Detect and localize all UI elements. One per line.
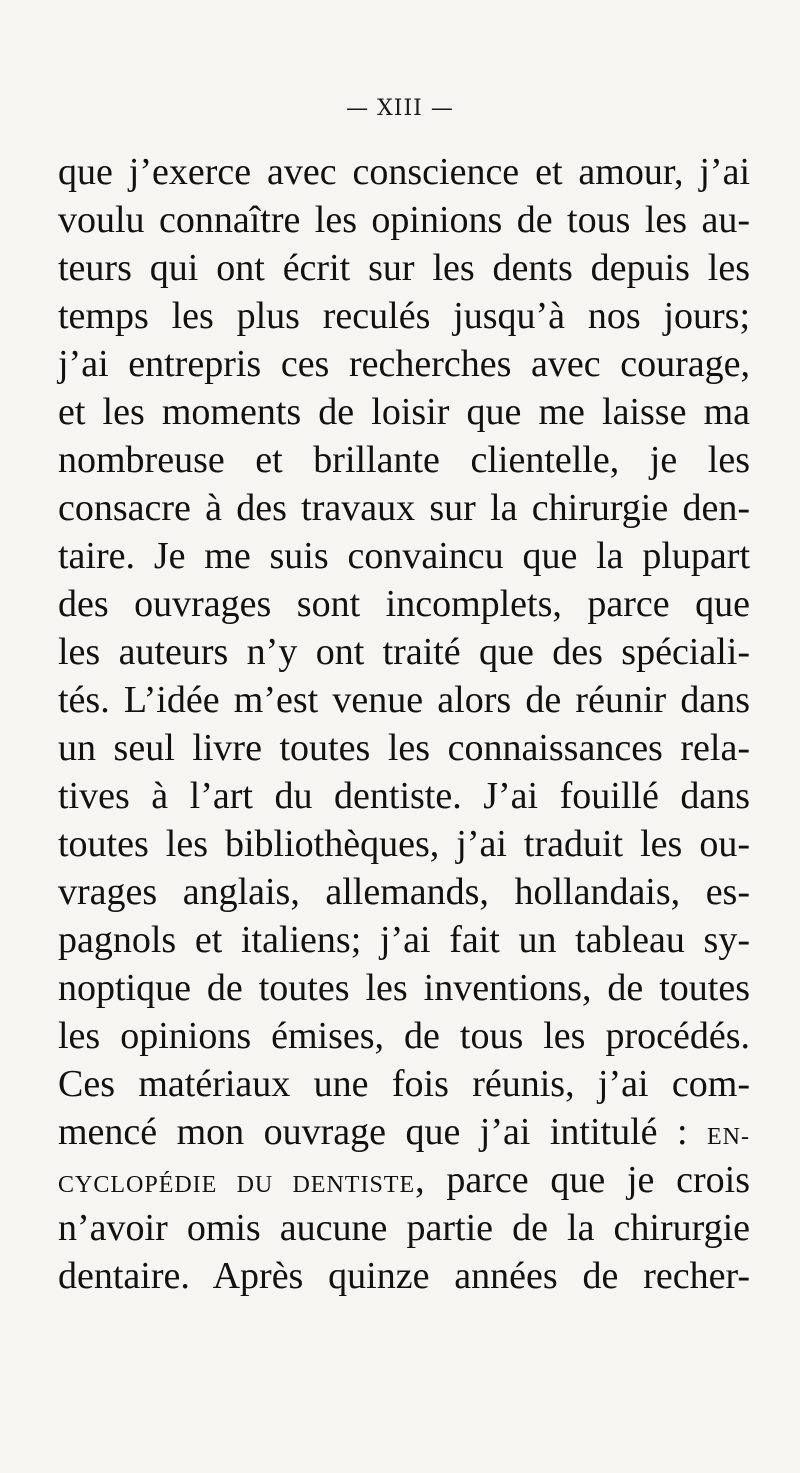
small-caps-title: CYCLOPÉDIE DU DENTISTE <box>58 1172 416 1198</box>
text-line: teurs qui ont écrit sur les dents depuis les <box>58 247 750 289</box>
text-line <box>58 1156 750 1204</box>
text-line: Ces matériaux une fois réunis, j’ai com- <box>58 1063 750 1105</box>
text-line: tives à l’art du dentiste. J’ai fouillé dans <box>58 775 750 817</box>
page-number: — XIII — <box>346 96 454 121</box>
text-line: des ouvrages sont incomplets, parce que <box>58 583 750 625</box>
text-line: noptique de toutes les inventions, de toutes <box>58 967 750 1009</box>
text-line: consacre à des travaux sur la chirurgie den- <box>58 487 750 529</box>
body-text <box>58 148 750 1300</box>
text-segment: , parce que je crois <box>415 1159 750 1201</box>
text-line: nombreuse et brillante clientelle, je les <box>58 439 750 481</box>
text-line: les auteurs n’y ont traité que des spéciali- <box>58 631 750 673</box>
text-line: un seul livre toutes les connaissances rela- <box>58 727 750 769</box>
text-line: j’ai entrepris ces recherches avec courage, <box>58 343 750 385</box>
text-line: les opinions émises, de tous les procédés. <box>58 1015 750 1057</box>
text-line <box>58 1108 750 1156</box>
text-line: tés. L’idée m’est venue alors de réunir dans <box>58 679 750 721</box>
text-line: temps les plus reculés jusqu’à nos jours; <box>58 295 750 337</box>
text-line: vrages anglais, allemands, hollandais, es- <box>58 871 750 913</box>
text-line: pagnols et italiens; j’ai fait un tableau sy- <box>58 919 750 961</box>
text-line: taire. Je me suis convaincu que la plupart <box>58 535 750 577</box>
text-line: et les moments de loisir que me laisse ma <box>58 391 750 433</box>
text-line: que j’exerce avec conscience et amour, j’ai <box>58 151 750 193</box>
text-line: voulu connaître les opinions de tous les au- <box>58 199 750 241</box>
small-caps-title: EN- <box>707 1124 750 1150</box>
text-line: toutes les bibliothèques, j’ai traduit les ou- <box>58 823 750 865</box>
text-line: dentaire. Après quinze années de recher- <box>58 1255 750 1297</box>
text-segment: mencé mon ouvrage que j’ai intitulé : <box>58 1111 688 1153</box>
text-line: n’avoir omis aucune partie de la chirurgie <box>58 1207 750 1249</box>
